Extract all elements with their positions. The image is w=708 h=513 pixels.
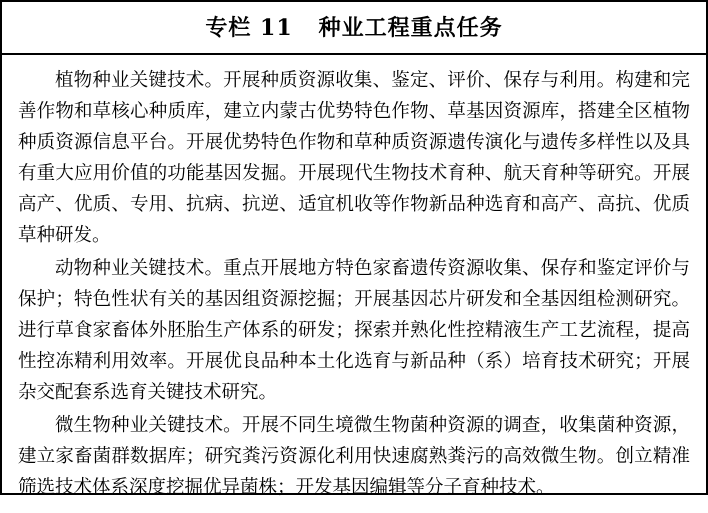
document-body <box>2 55 706 513</box>
paragraph: 微生物种业关键技术。开展不同生境微生物菌种资源的调查，收集菌种资源，建立家畜菌群数据库；研究粪污资源化利用快速腐熟粪污的高效微生物。创立精准筛选技术体系深度挖掘优异菌株；开发基因编辑等分子育种技术。 <box>18 415 690 498</box>
page-title: 专栏 11 种业工程重点任务 <box>205 15 503 41</box>
paragraph: 植物种业关键技术。开展种质资源收集、鉴定、评价、保存与利用。构建和完善作物和草核心种质库，建立内蒙古优势特色作物、草基因资源库，搭建全区植物种质资源信息平台。开展优势特色作物和草种质资源遗传演化与遗传多样性以及具有重大应用价值的功能基因发掘。开展现代生物技术育种、航天育种等研究。开展高产、优质、专用、抗病、抗逆、适宜机收等作物新品种选育和高产、高抗、优质草种研发。 <box>18 70 690 246</box>
paragraph: 动物种业关键技术。重点开展地方特色家畜遗传资源收集、保存和鉴定评价与保护；特色性状有关的基因组资源挖掘；开展基因芯片研发和全基因组检测研究。进行草食家畜体外胚胎生产体系的研发；探索并熟化性控精液生产工艺流程，提高性控冻精利用效率。开展优良品种本土化选育与新品种（系）培育技术研究；开展杂交配套系选育关键技术研究。 <box>18 258 690 403</box>
panel-title-bar <box>2 2 706 55</box>
